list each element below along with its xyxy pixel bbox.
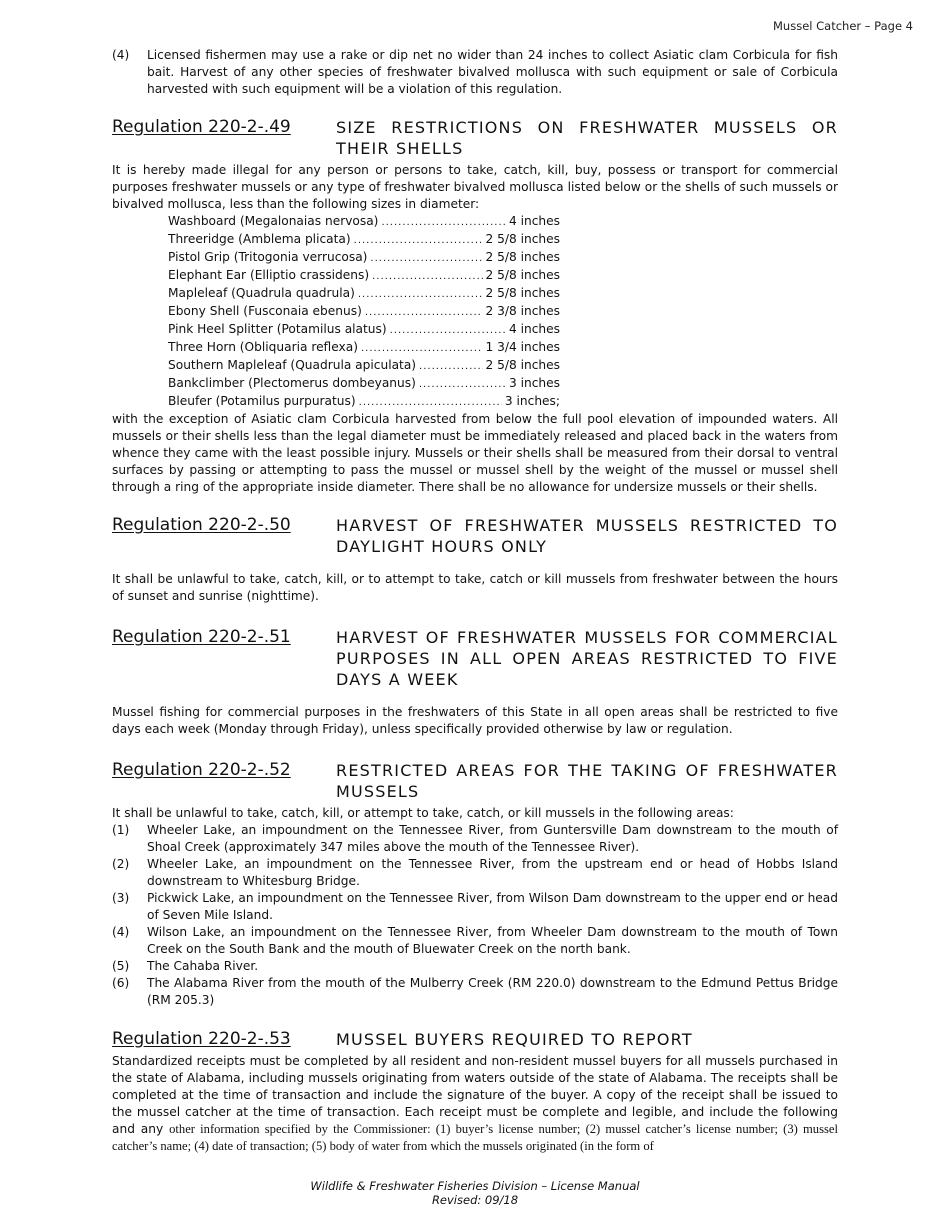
item-text: Wheeler Lake, an impoundment on the Tennessee River, from the upstream end or head of Hobbs Island downstream to Whitesburg Bridge.: [147, 857, 838, 888]
page-content: [112, 47, 838, 1155]
species-name: Pink Heel Splitter (Potamilus alatus): [168, 322, 387, 336]
minimum-size: 2 5/8 inches: [485, 250, 560, 264]
species-name: Mapleleaf (Quadrula quadrula): [168, 286, 355, 300]
item-number: (1): [112, 823, 130, 837]
regulation-heading-49: [112, 117, 838, 159]
minimum-size: 4 inches: [508, 214, 560, 228]
regulation-body: [112, 1053, 838, 1155]
size-row: [168, 339, 560, 357]
regulation-heading-53: [112, 1029, 838, 1050]
regulation-heading-50: [112, 515, 838, 557]
leader-dots: [419, 376, 506, 393]
regulation-body: It shall be unlawful to take, catch, kill, or to attempt to take, catch or kill mussels from freshwater between the hours of sunset and sunrise (nighttime).: [112, 572, 838, 603]
size-row: [168, 231, 560, 249]
item-number: (2): [112, 857, 130, 871]
species-name: Washboard (Megalonaias nervosa): [168, 214, 379, 228]
species-name: Threeridge (Amblema plicata): [168, 232, 351, 246]
list-item: [112, 975, 838, 1009]
regulation-title: HARVEST OF FRESHWATER MUSSELS FOR COMMERCIAL PURPOSES IN ALL OPEN AREAS RESTRICTED TO FIVE DAYS A WEEK: [336, 628, 838, 689]
item-number: (6): [112, 976, 130, 990]
item-number: (5): [112, 959, 130, 973]
leader-dots: [390, 322, 506, 339]
leader-dots: [381, 214, 506, 231]
leader-dots: [419, 358, 482, 375]
regulation-intro: It shall be unlawful to take, catch, kill, or attempt to take, catch, or kill mussels in the following areas:: [112, 806, 734, 820]
species-name: Bleufer (Potamilus purpuratus): [168, 394, 356, 408]
item-text: Licensed fishermen may use a rake or dip net no wider than 24 inches to collect Asiatic clam Corbicula for fish bait. Harvest of any other species of freshwater bivalved mollusca with such equipment or sale of Corbicula harvested with such equipment will be a violation of this regulation.: [147, 48, 838, 96]
size-row: [168, 303, 560, 321]
species-name: Three Horn (Obliquaria reflexa): [168, 340, 358, 354]
list-item: [112, 822, 838, 856]
page-footer: [0, 1179, 950, 1207]
regulation-title: SIZE RESTRICTIONS ON FRESHWATER MUSSELS OR THEIR SHELLS: [336, 118, 838, 158]
minimum-size: 3 inches;: [504, 394, 560, 408]
size-row: [168, 393, 560, 411]
size-row: [168, 357, 560, 375]
item-text: Wheeler Lake, an impoundment on the Tennessee River, from Guntersville Dam downstream to the mouth of Shoal Creek (approximately 347 miles above the mouth of the Tennessee River).: [147, 823, 838, 854]
leader-dots: [354, 232, 483, 249]
size-row: [168, 321, 560, 339]
size-row: [168, 267, 560, 285]
list-item: [112, 924, 838, 958]
regulation-body-part2: other information specified by the Commissioner: (1) buyer’s license number; (2) mussel catcher’s license number; (3) mussel catcher’s name; (4) date of transaction; (5) body of water from which the mussels originated (in the form of: [112, 1122, 838, 1153]
species-name: Southern Mapleleaf (Quadrula apiculata): [168, 358, 417, 372]
minimum-size: 2 5/8 inches: [485, 358, 560, 372]
minimum-size: 2 5/8 inches: [485, 232, 560, 246]
species-name: Bankclimber (Plectomerus dombeyanus): [168, 376, 416, 390]
restricted-areas-list: [112, 822, 838, 1009]
minimum-size: 2 5/8 inches: [485, 268, 560, 282]
regulation-heading-52: [112, 760, 838, 802]
regulation-number: Regulation 220-2-.49: [112, 117, 291, 137]
minimum-size: 4 inches: [508, 322, 560, 336]
list-item: [112, 890, 838, 924]
regulation-number: Regulation 220-2-.50: [112, 515, 291, 535]
item-number: (4): [112, 925, 130, 939]
size-row: [168, 285, 560, 303]
page-header: Mussel Catcher – Page 4: [773, 19, 913, 33]
regulation-title: RESTRICTED AREAS FOR THE TAKING OF FRESHWATER MUSSELS: [336, 761, 838, 801]
regulation-body-part1: Standardized receipts must be completed by all resident and non-resident mussel buyers for all mussels purchased in the state of Alabama, including mussels originating from waters outside of the state of Alabama. The receipts shall be completed at the time of transaction and include the signature of the buyer. A copy of the receipt shall be issued to the mussel catcher at the time of transaction. Each receipt must be complete and legible, and include the following and any: [112, 1054, 838, 1136]
minimum-size: 3 inches: [508, 376, 560, 390]
item-text: The Cahaba River.: [147, 959, 259, 973]
footer-line-2: Revised: 09/18: [431, 1193, 519, 1207]
intro-list-item: [112, 47, 838, 98]
leader-dots: [370, 250, 482, 267]
leader-dots: [359, 394, 502, 411]
regulation-closing: with the exception of Asiatic clam Corbicula harvested from below the full pool elevation of impounded waters. All mussels or their shells less than the legal diameter must be immediately released and placed back in the waters from whence they came with the least possible injury. Mussels or their shells shall be measured from their dorsal to ventral surfaces by passing or attempting to pass the mussel or mussel shell by the weight of the mussel or mussel shell through a ring of the appropriate inside diameter. There shall be no allowance for undersize mussels or their shells.: [112, 412, 838, 494]
item-text: Wilson Lake, an impoundment on the Tennessee River, from Wheeler Dam downstream to the mouth of Town Creek on the South Bank and the mouth of Bluewater Creek on the north bank.: [147, 925, 838, 956]
species-name: Elephant Ear (Elliptio crassidens): [168, 268, 370, 282]
regulation-number: Regulation 220-2-.51: [112, 627, 291, 647]
regulation-body: Mussel fishing for commercial purposes in the freshwaters of this State in all open areas shall be restricted to five days each week (Monday through Friday), unless specifically provided otherwise by law or regulation.: [112, 705, 838, 736]
minimum-size: 2 3/8 inches: [485, 304, 560, 318]
leader-dots: [358, 286, 483, 303]
item-number: (3): [112, 891, 130, 905]
footer-line-1: Wildlife & Freshwater Fisheries Division – License Manual: [310, 1179, 640, 1193]
minimum-size: 2 5/8 inches: [485, 286, 560, 300]
leader-dots: [361, 340, 483, 357]
list-item: [112, 856, 838, 890]
list-item: [112, 958, 838, 975]
regulation-intro: It is hereby made illegal for any person or persons to take, catch, kill, buy, possess or transport for commercial purposes freshwater mussels or any type of freshwater bivalved mollusca listed below or the shells of such mussels or bivalved mollusca, less than the following sizes in diameter:: [112, 163, 838, 211]
item-text: Pickwick Lake, an impoundment on the Tennessee River, from Wilson Dam downstream to the upper end or head of Seven Mile Island.: [147, 891, 838, 922]
leader-dots: [372, 268, 482, 285]
regulation-title: MUSSEL BUYERS REQUIRED TO REPORT: [336, 1030, 693, 1049]
regulation-number: Regulation 220-2-.52: [112, 760, 291, 780]
leader-dots: [365, 304, 483, 321]
size-row: [168, 213, 560, 231]
species-name: Ebony Shell (Fusconaia ebenus): [168, 304, 362, 318]
size-table: [168, 213, 560, 411]
minimum-size: 1 3/4 inches: [485, 340, 560, 354]
item-text: The Alabama River from the mouth of the Mulberry Creek (RM 220.0) downstream to the Edmund Pettus Bridge (RM 205.3): [147, 976, 838, 1007]
size-row: [168, 375, 560, 393]
regulation-heading-51: [112, 627, 838, 690]
item-number: (4): [112, 48, 130, 62]
species-name: Pistol Grip (Tritogonia verrucosa): [168, 250, 368, 264]
regulation-number: Regulation 220-2-.53: [112, 1029, 291, 1049]
size-row: [168, 249, 560, 267]
regulation-title: HARVEST OF FRESHWATER MUSSELS RESTRICTED TO DAYLIGHT HOURS ONLY: [336, 516, 838, 556]
